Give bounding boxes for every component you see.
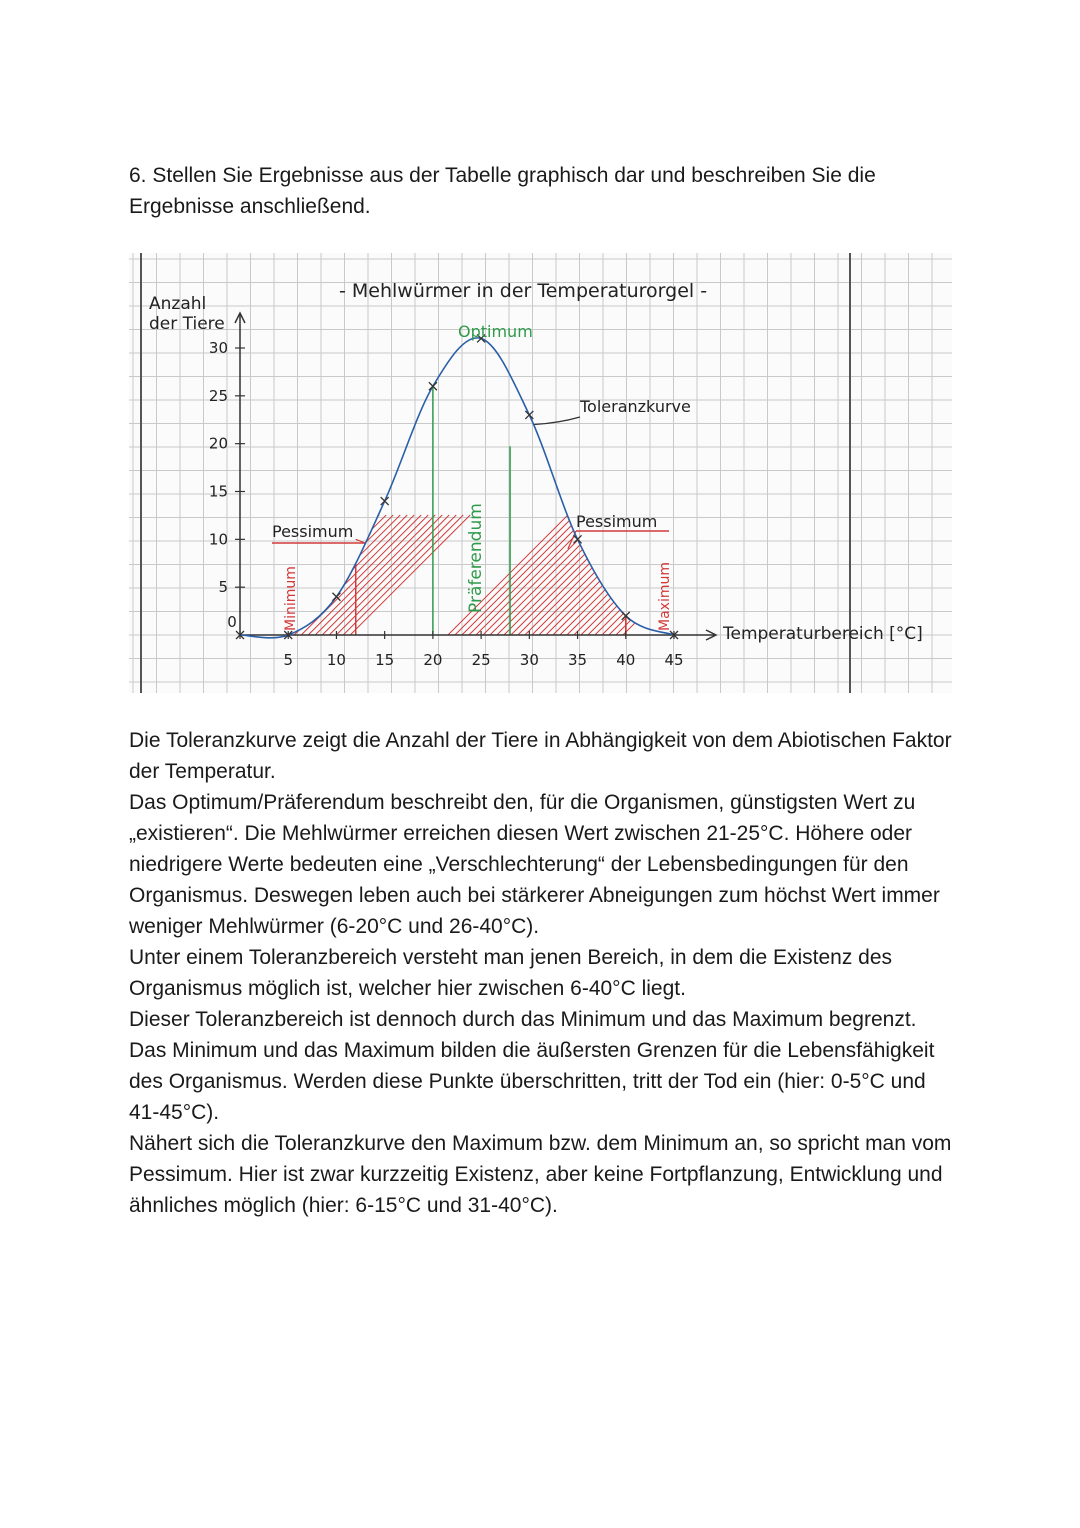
x-tick-label: 45: [664, 651, 684, 669]
x-tick-label: 20: [423, 651, 443, 669]
x-tick-label: 15: [375, 651, 395, 669]
tolerance-curve-line: [240, 338, 674, 638]
chart-title: - Mehlwürmer in der Temperaturorgel -: [339, 280, 708, 302]
y-axis-label-line-2: der Tiere: [149, 314, 225, 334]
y-tick-label: 25: [208, 386, 228, 405]
task-heading: [129, 160, 959, 222]
y-tick-label: 5: [218, 578, 228, 597]
praeferendum-label: Präferendum: [466, 503, 486, 613]
y-tick-label: 10: [208, 530, 228, 549]
tolerance-curve-chart: [129, 253, 952, 693]
description-text: [129, 725, 959, 1221]
paragraph-pessimum: Nähert sich die Toleranzkurve den Maximum bzw. dem Minimum an, so spricht man vom Pessimum. Hier ist zwar kurzzeitig Existenz, aber keine Fortpflanzung, Entwicklung und ähnliches möglich (hier: 6-15°C und 31-40°C).: [129, 1132, 952, 1217]
y-tick-label: 30: [208, 339, 228, 357]
maximum-label: Maximum: [657, 562, 673, 631]
task-line-1: 6. Stellen Sie Ergebnisse aus der Tabelle graphisch dar und beschreiben Sie die: [129, 164, 876, 187]
x-tick-label: 10: [326, 651, 346, 669]
hatch-line: [616, 515, 736, 635]
paragraph-minimum-maximum: Dieser Toleranzbereich ist dennoch durch das Minimum und das Maximum begrenzt. Das Minimum und das Maximum bilden die äußersten Grenzen für die Lebensfähigkeit des Organismus. Werden diese Punkte überschritten, tritt der Tod ein (hier: 0-5°C und 41-45°C).: [129, 1008, 935, 1124]
y-tick-label: 15: [208, 482, 228, 501]
x-tick-label: 40: [616, 651, 636, 669]
paragraph-toleranzkurve: Die Toleranzkurve zeigt die Anzahl der Tiere in Abhängigkeit von dem Abiotischen Faktor der Temperatur.: [129, 729, 952, 783]
x-tick-label: 35: [568, 651, 588, 669]
y-tick-label: 20: [208, 434, 228, 453]
data-point-marker: [381, 497, 389, 505]
x-axis-label: Temperaturbereich [°C]: [723, 624, 923, 644]
paragraph-toleranzbereich: Unter einem Toleranzbereich versteht man jenen Bereich, in dem die Existenz des Organismus möglich ist, welcher hier zwischen 6-40°C liegt.: [129, 946, 893, 1000]
x-tick-label: 30: [519, 651, 539, 669]
hatch-line: [623, 515, 743, 635]
x-tick-label: 0: [227, 613, 237, 631]
paragraph-optimum: Das Optimum/Präferendum beschreibt den, für die Organismen, günstigsten Wert zu „existieren“. Die Mehlwürmer erreichen diesen Wert zwischen 21-25°C. Höhere oder niedrigere Werte bedeuten eine „Verschlechterung“ der Lebensbedingungen für den Organismus. Deswegen leben auch bei stärkerer Abneigungen zum höchst Wert immer weniger Mehlwürmer (6-20°C und 26-40°C).: [129, 791, 940, 938]
tolerance-curve-series: [236, 334, 678, 639]
toleranzkurve-label: Toleranzkurve: [580, 397, 691, 416]
x-tick-label: 25: [471, 651, 491, 669]
optimum-label: Optimum: [458, 322, 533, 341]
hatch-line: [588, 515, 708, 635]
data-point-marker: [574, 535, 582, 543]
task-line-2: Ergebnisse anschließend.: [129, 195, 371, 218]
pessimum-left-label: Pessimum: [272, 522, 354, 541]
tolerance-curve-figure: [129, 253, 952, 693]
minimum-label: Minimum: [283, 566, 299, 631]
pessimum-right-label: Pessimum: [576, 512, 658, 531]
hatch-line: [581, 515, 701, 635]
tick-labels: [209, 339, 684, 669]
y-axis-label-line-1: Anzahl: [149, 294, 207, 314]
x-tick-label: 5: [283, 651, 293, 669]
